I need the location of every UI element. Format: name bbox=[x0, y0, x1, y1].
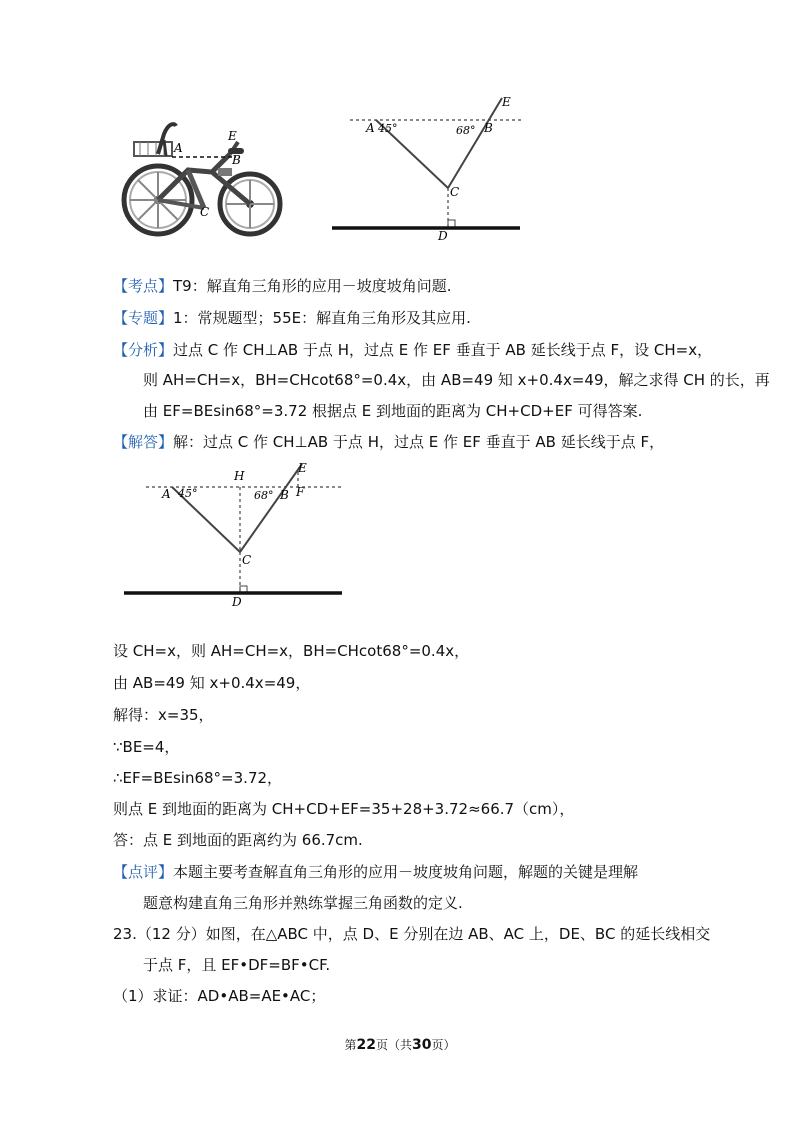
kaodian-tag: 【考点】 bbox=[113, 277, 174, 295]
jieda-line bbox=[113, 432, 664, 452]
label-h: H bbox=[234, 469, 245, 483]
dianping-tag: 【点评】 bbox=[113, 863, 174, 881]
question-23-line-2: 于点 F，且 EF•DF=BF•CF. bbox=[143, 956, 331, 974]
solution-line-4: ∵BE=4， bbox=[113, 738, 180, 756]
kaodian-line bbox=[113, 276, 452, 296]
label-f: F bbox=[296, 485, 305, 499]
dianping-line-1 bbox=[113, 862, 638, 882]
kaodian-text: T9：解直角三角形的应用－坡度坡角问题. bbox=[173, 277, 452, 295]
solution-line-6: 则点 E 到地面的距离为 CH+CD+EF=35+28+3.72≈66.7（cm）， bbox=[113, 800, 575, 818]
label-e: E bbox=[298, 461, 307, 475]
zhuanti-text: 1：常规题型；55E：解直角三角形及其应用. bbox=[173, 309, 471, 327]
fenxi-line-1 bbox=[113, 340, 712, 360]
segment-ce bbox=[448, 98, 502, 188]
zhuanti-line bbox=[113, 308, 471, 328]
angle-label-a: 45° bbox=[378, 122, 398, 135]
footer-pre: 第 bbox=[344, 1038, 357, 1052]
bike-label-c: C bbox=[200, 205, 210, 219]
geometry-diagram-top bbox=[328, 92, 528, 242]
label-b: B bbox=[280, 488, 289, 502]
jieda-tag: 【解答】 bbox=[113, 433, 174, 451]
label-c: C bbox=[450, 185, 460, 199]
label-a: A bbox=[162, 487, 171, 501]
label-b: B bbox=[484, 121, 493, 135]
solution-line-7: 答：点 E 到地面的距离约为 66.7cm. bbox=[113, 831, 363, 849]
solution-line-3: 解得：x=35， bbox=[113, 706, 214, 724]
solution-line-5: ∴EF=BEsin68°=3.72， bbox=[113, 769, 283, 787]
solution-line-1: 设 CH=x，则 AH=CH=x，BH=CHcot68°=0.4x， bbox=[113, 642, 470, 660]
fenxi-line-2: 则 AH=CH=x，BH=CHcot68°=0.4x，由 AB=49 知 x+0.4x=49，解之求得 CH 的长，再 bbox=[143, 371, 770, 389]
footer-page-number: 22 bbox=[356, 1037, 376, 1053]
question-23-line-1: 23.（12 分）如图，在△ABC 中，点 D、E 分别在边 AB、AC 上，DE、BC 的延长线相交 bbox=[113, 925, 711, 943]
footer-mid: 页（共 bbox=[375, 1038, 412, 1052]
fenxi-line-3: 由 EF=BEsin68°=3.72 根据点 E 到地面的距离为 CH+CD+EF 可得答案. bbox=[143, 402, 643, 420]
bike-label-e: E bbox=[228, 129, 237, 143]
angle-label-b: 68° bbox=[456, 124, 476, 137]
question-23-line-3: （1）求证：AD•AB=AE•AC； bbox=[113, 987, 326, 1005]
segment-ce bbox=[240, 464, 302, 552]
dianping-line-2: 题意构建直角三角形并熟练掌握三角函数的定义. bbox=[143, 894, 463, 912]
fenxi-text-1: 过点 C 作 CH⊥AB 于点 H，过点 E 作 EF 垂直于 AB 延长线于点 F，设 CH=x， bbox=[173, 341, 713, 359]
zhuanti-tag: 【专题】 bbox=[113, 309, 174, 327]
right-angle-marker bbox=[448, 220, 455, 227]
label-a: A bbox=[366, 121, 375, 135]
label-d: D bbox=[232, 595, 242, 609]
label-c: C bbox=[242, 553, 252, 567]
bike-label-b: B bbox=[232, 153, 241, 167]
fenxi-tag: 【分析】 bbox=[113, 341, 174, 359]
footer-post: 页） bbox=[431, 1038, 456, 1052]
page-footer bbox=[0, 1036, 800, 1053]
bike-label-a: A bbox=[174, 141, 183, 155]
jieda-text: 解：过点 C 作 CH⊥AB 于点 H，过点 E 作 EF 垂直于 AB 延长线于点 F， bbox=[173, 433, 665, 451]
angle-label-a: 45° bbox=[178, 487, 198, 500]
label-d: D bbox=[438, 229, 448, 242]
label-e: E bbox=[502, 95, 511, 109]
footer-total-pages: 30 bbox=[412, 1037, 432, 1053]
angle-label-b: 68° bbox=[254, 489, 274, 502]
dianping-text-1: 本题主要考查解直角三角形的应用－坡度坡角问题，解题的关键是理解 bbox=[173, 863, 639, 881]
geometry-diagram-mid bbox=[122, 460, 352, 610]
solution-line-2: 由 AB=49 知 x+0.4x=49， bbox=[113, 674, 311, 692]
bicycle-illustration bbox=[118, 112, 288, 240]
